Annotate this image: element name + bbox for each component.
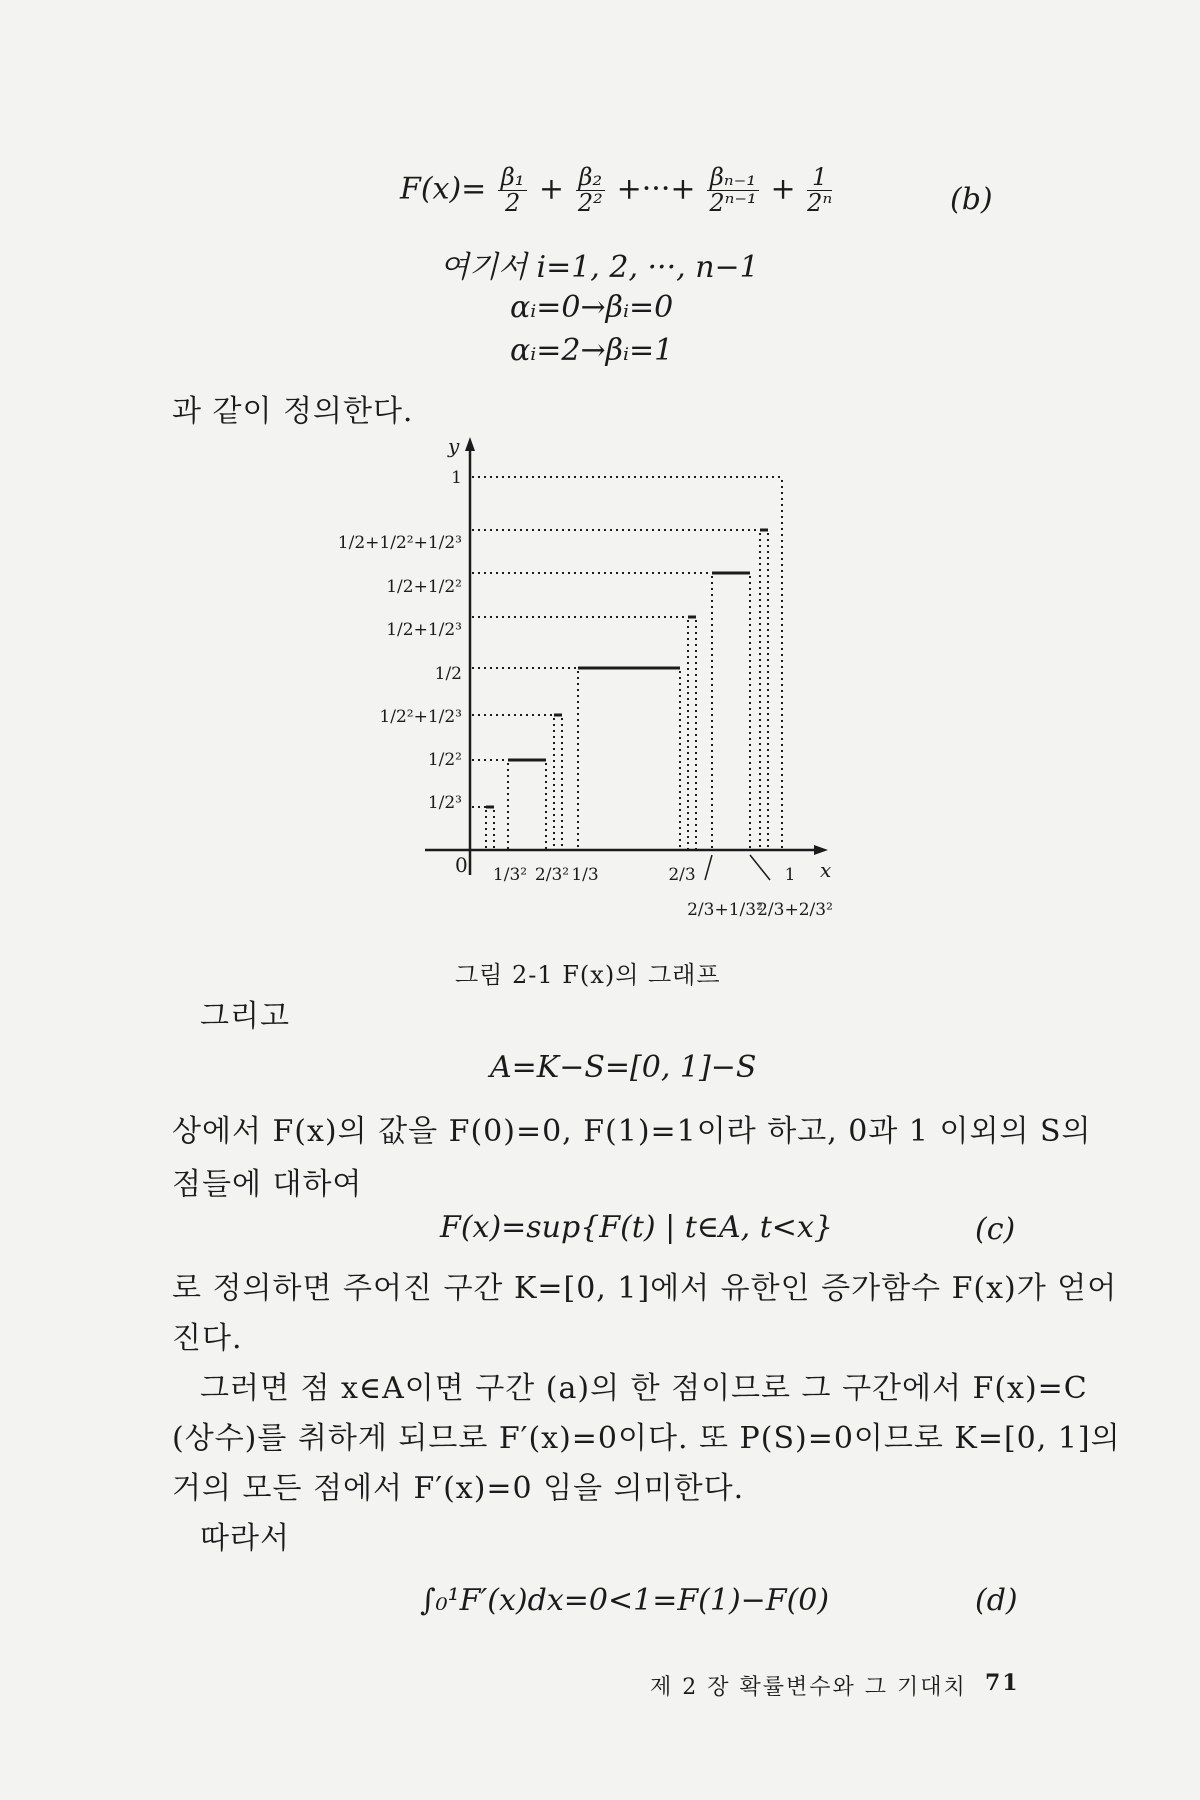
fraction-beta2: $\frac{\text{β₂}}{\text{2²}}$: [576, 165, 606, 216]
origin-label: 0: [455, 853, 468, 877]
y-tick-label: 1/2²+1/2³: [379, 707, 462, 727]
paragraph-3-line-3: 거의 모든 점에서 F′(x)=0 임을 의미한다.: [172, 1471, 745, 1506]
footer-chapter-title: 제 2 장 확률변수와 그 기대치: [650, 1675, 967, 1700]
equation-c-label: (c): [975, 1212, 1016, 1247]
y-tick-label: 1: [451, 468, 462, 488]
equation-c: F(x)=sup{F(t) | t∈A, t<x}: [440, 1210, 833, 1245]
x-axis-label: x: [820, 858, 832, 882]
equation-d-label: (d): [975, 1583, 1018, 1618]
y-axis-arrow: [465, 437, 475, 451]
x-tick-label: 2/3+2/3²: [757, 900, 833, 920]
x-tick-label: 1/3: [571, 865, 599, 885]
equation-b-label: (b): [950, 182, 993, 217]
rule-alpha-2: αᵢ=2→βᵢ=1: [510, 333, 674, 368]
y-tick-label: 1/2: [434, 664, 462, 684]
equation-A: A=K−S=[0, 1]−S: [490, 1050, 757, 1085]
paragraph-1-line-1: 상에서 F(x)의 값을 F(0)=0, F(1)=1이라 하고, 0과 1 이외의 S의: [172, 1114, 1092, 1149]
y-tick-label: 1/2+1/2²+1/2³: [337, 533, 462, 553]
paragraph-3-line-2: (상수)를 취하게 되므로 F′(x)=0이다. 또 P(S)=0이므로 K=[0, 1]의: [172, 1421, 1121, 1456]
define-text: 과 같이 정의한다.: [172, 394, 414, 429]
cantor-function-graph: [0, 425, 1200, 985]
paragraph-1-line-2: 점들에 대하여: [172, 1167, 363, 1202]
y-tick-label: 1/2³: [427, 793, 462, 813]
x-tick-label: 1: [784, 865, 796, 885]
equation-b-lhs: F(x)=: [400, 171, 487, 207]
fraction-beta1: $\frac{\text{β₁}}{2}$: [498, 165, 528, 216]
equation-b: F(x)= $\frac{\text{β₁}}{2}$ + $\frac{\text{β₂}}{\text{2²}}$ +···+ $\frac{\text{βₙ₋₁}}{\text{2ⁿ⁻¹}}$ + $\frac{1}{\text{2ⁿ}}$: [400, 163, 833, 218]
page-number: 71: [985, 1670, 1020, 1696]
y-axis-label: y: [448, 434, 460, 458]
fraction-beta-n-1: $\frac{\text{βₙ₋₁}}{\text{2ⁿ⁻¹}}$: [707, 165, 759, 216]
paragraph-3-line-1: 그러면 점 x∈A이면 구간 (a)의 한 점이므로 그 구간에서 F(x)=C: [200, 1371, 1088, 1406]
x-tick-label: 2/3²: [534, 865, 570, 885]
y-tick-label: 1/2+1/2³: [386, 620, 462, 640]
and-text: 그리고: [200, 999, 290, 1034]
x-tick-label: 1/3²: [492, 865, 528, 885]
x-axis-arrow: [814, 845, 828, 855]
where-line: 여기서 i=1, 2, ···, n−1: [440, 250, 759, 285]
therefore-text: 따라서: [200, 1521, 290, 1556]
y-tick-label: 1/2+1/2²: [386, 577, 462, 597]
rule-alpha-0: αᵢ=0→βᵢ=0: [510, 290, 674, 325]
fraction-one-over-2n: $\frac{1}{\text{2ⁿ}}$: [807, 163, 833, 218]
equation-d: ∫₀¹F′(x)dx=0<1=F(1)−F(0): [420, 1583, 830, 1618]
paragraph-2-line-1: 로 정의하면 주어진 구간 K=[0, 1]에서 유한인 증가함수 F(x)가 얻어: [172, 1271, 1118, 1306]
x-tick-label: 2/3: [668, 865, 696, 885]
paragraph-2-line-2: 진다.: [172, 1321, 243, 1356]
y-tick-label: 1/2²: [427, 750, 462, 770]
figure-caption: 그림 2-1 F(x)의 그래프: [455, 961, 721, 989]
x-tick-label: 2/3+1/3²: [687, 900, 763, 920]
